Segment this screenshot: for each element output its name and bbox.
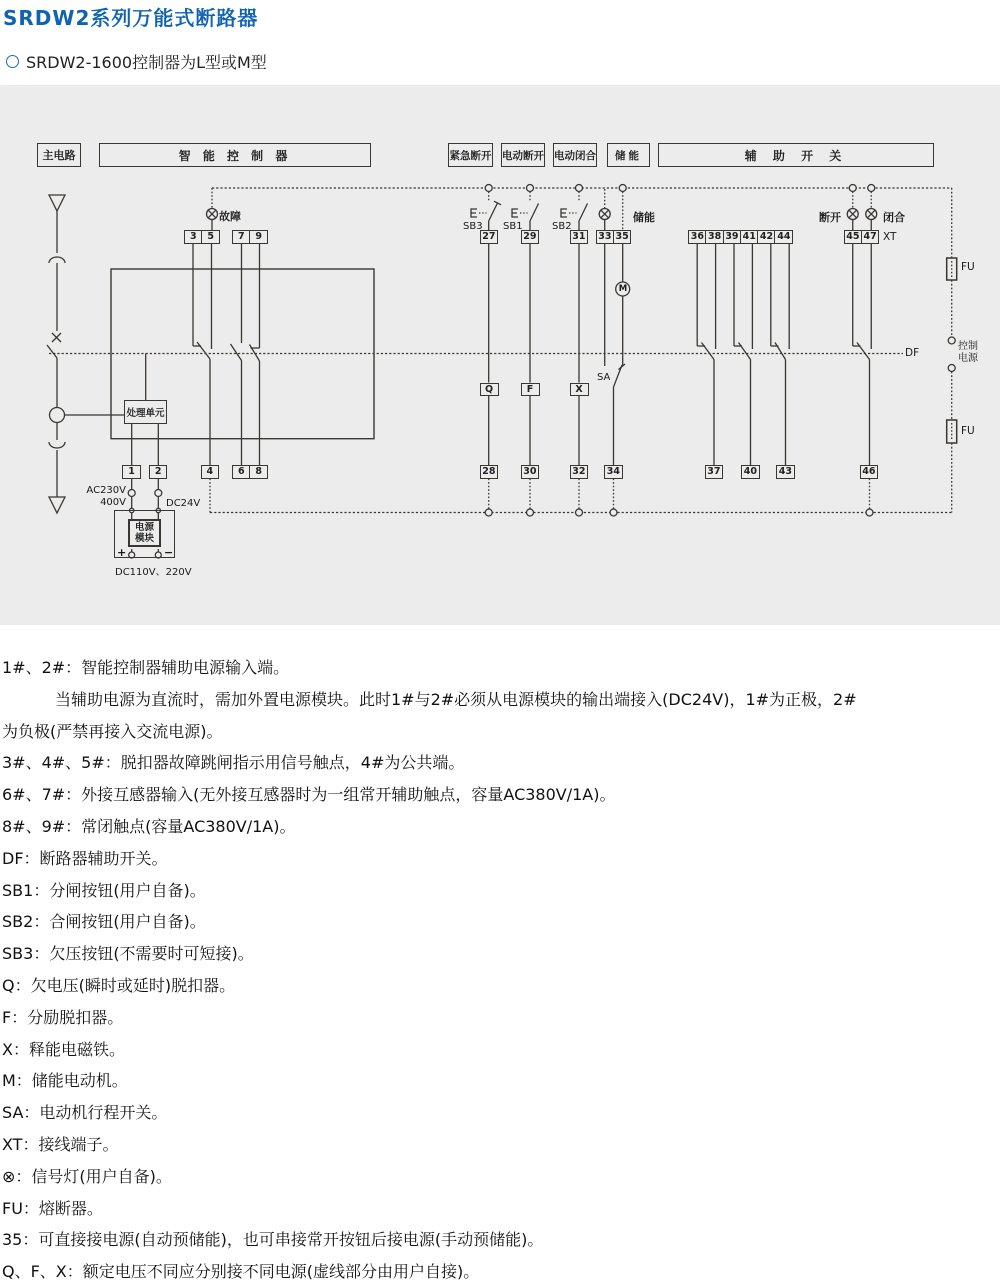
terminal-45: 45 xyxy=(844,230,863,244)
note-line: Q、F、X：额定电压不同应分别接不同电源(虚线部分由用户自接)。 xyxy=(2,1262,480,1282)
ac-voltage-line1: AC230V xyxy=(86,485,126,496)
terminal-33: 33 xyxy=(596,230,615,244)
terminal-9: 9 xyxy=(249,230,268,244)
note-line: X：释能电磁铁。 xyxy=(2,1039,125,1059)
contact-7-6 xyxy=(231,244,242,466)
terminal-6: 6 xyxy=(232,465,251,479)
fault-lamp-branch xyxy=(207,188,218,230)
closing-electromagnet-x: X xyxy=(570,383,589,397)
terminal-46: 46 xyxy=(860,465,879,479)
xt-label: XT xyxy=(883,231,897,243)
terminal-30: 30 xyxy=(521,465,540,479)
control-power-line2: 电源 xyxy=(958,352,978,364)
minus-sign: − xyxy=(164,546,174,559)
terminal-42: 42 xyxy=(757,230,776,244)
ac-voltage-line2: 400V xyxy=(100,496,126,508)
note-line: ⊗：信号灯(用户自备)。 xyxy=(2,1166,172,1186)
aux-contact-42-44-43 xyxy=(771,244,789,466)
note-line: XT：接线端子。 xyxy=(2,1134,119,1154)
header-motor-close: 电动闭合 xyxy=(553,143,597,167)
header-charge: 储能 xyxy=(607,143,650,167)
header-controller: 智 能 控 制 器 xyxy=(99,143,371,167)
terminal-pair-45-47 xyxy=(844,230,880,244)
terminal-3: 3 xyxy=(184,230,203,244)
note-line: FU：熔断器。 xyxy=(2,1198,103,1218)
note-line: 35：可直接接电源(自动预储能)，也可串接常开按钮后接电源(手动预储能)。 xyxy=(2,1230,544,1250)
pushbutton-actuator-icon xyxy=(471,209,477,217)
terminal-41: 41 xyxy=(740,230,759,244)
note-line: 为负极(严禁再接入交流电源)。 xyxy=(2,721,223,741)
header-emergency-open: 紧急断开 xyxy=(448,143,493,167)
open-lamp-label: 断开 xyxy=(819,211,841,224)
terminal-5: 5 xyxy=(201,230,220,244)
breaker-blade-icon xyxy=(47,345,57,358)
plus-sign: + xyxy=(117,546,127,559)
processing-unit-box: 处理单元 xyxy=(124,400,167,424)
terminal-39: 39 xyxy=(723,230,742,244)
note-line: DF：断路器辅助开关。 xyxy=(2,848,168,868)
close-lamp-label: 闭合 xyxy=(883,211,905,224)
motor-sa-branch xyxy=(605,244,630,466)
legend-notes xyxy=(2,652,998,1288)
motor-letter: M xyxy=(618,284,628,294)
terminal-27: 27 xyxy=(480,230,499,244)
note-line: SB2：合闸按钮(用户自备)。 xyxy=(2,912,206,932)
note-line: 1#、2#：智能控制器辅助电源输入端。 xyxy=(2,658,290,677)
subtitle-text: SRDW2-1600控制器为L型或M型 xyxy=(26,53,267,72)
power-module-box xyxy=(128,519,161,547)
dc110v-label: DC110V、220V xyxy=(115,567,192,578)
note-line: 8#、9#：常闭触点(容量AC380V/1A)。 xyxy=(2,816,296,836)
subtitle xyxy=(6,50,267,73)
bottom-user-rail xyxy=(210,479,952,517)
terminal-35: 35 xyxy=(613,230,632,244)
pushbutton-actuator-icon xyxy=(561,209,567,217)
terminal-strip-36-44 xyxy=(688,230,793,244)
header-aux-switch: 辅 助 开 关 xyxy=(658,143,934,167)
terminal-44: 44 xyxy=(774,230,793,244)
note-line: F：分励脱扣器。 xyxy=(2,1007,124,1027)
fu-label-top: FU xyxy=(961,261,975,273)
terminal-36: 36 xyxy=(688,230,707,244)
note-line: 6#、7#：外接互感器输入(无外接互感器时为一组常开辅助触点，容量AC380V/1A)。 xyxy=(2,785,616,805)
fault-label: 故障 xyxy=(219,210,241,223)
charge-label: 储能 xyxy=(633,211,655,224)
fu-label-bottom: FU xyxy=(961,425,975,437)
control-power-label xyxy=(958,341,978,364)
plugin-contact-upper-icon xyxy=(49,257,65,263)
note-line: 3#、4#、5#：脱扣器故障跳闸指示用信号触点，4#为公共端。 xyxy=(2,753,465,773)
note-line: SB1：分闸按钮(用户自备)。 xyxy=(2,880,206,900)
terminal-4: 4 xyxy=(201,465,220,479)
terminal-29: 29 xyxy=(521,230,540,244)
note-line: Q：欠电压(瞬时或延时)脱扣器。 xyxy=(2,975,236,995)
drawout-arrow-bottom-icon xyxy=(49,497,65,513)
terminal-34: 34 xyxy=(604,465,623,479)
contact-9-8 xyxy=(250,244,260,466)
note-line: SB3：欠压按钮(不需要时可短接)。 xyxy=(2,944,254,964)
note-line: SA：电动机行程开关。 xyxy=(2,1103,168,1123)
terminal-28: 28 xyxy=(480,465,499,479)
charge-lamp-branch xyxy=(599,185,626,231)
terminal-43: 43 xyxy=(776,465,795,479)
terminal-37: 37 xyxy=(705,465,724,479)
power-module-line2: 模块 xyxy=(134,533,154,544)
terminal-38: 38 xyxy=(705,230,724,244)
df-label: DF xyxy=(905,347,920,359)
sa-label: SA xyxy=(597,372,611,383)
terminal-40: 40 xyxy=(741,465,760,479)
qfx-branches xyxy=(489,244,579,466)
terminal-2: 2 xyxy=(149,465,168,479)
plugin-contact-lower-icon xyxy=(49,442,65,448)
terminal-31: 31 xyxy=(570,230,589,244)
terminal-pair-3-5 xyxy=(184,230,220,244)
terminal-pair-33-35 xyxy=(596,230,632,244)
sb2-label: SB2 xyxy=(552,221,572,232)
control-power-line1: 控制 xyxy=(958,341,978,352)
pushbutton-actuator-icon xyxy=(512,209,518,217)
ac-voltage-label xyxy=(76,485,126,508)
dc24v-label: DC24V xyxy=(166,498,201,509)
terminal-47: 47 xyxy=(861,230,880,244)
aux-contact-36-38-37 xyxy=(697,244,715,466)
page-title: SRDW2系列万能式断路器 xyxy=(3,6,259,30)
terminal-32: 32 xyxy=(570,465,589,479)
power-module-line1: 电源 xyxy=(134,522,154,533)
header-motor-open: 电动断开 xyxy=(501,143,545,167)
undervoltage-release-q: Q xyxy=(480,383,499,397)
terminal-7: 7 xyxy=(232,230,251,244)
drawout-arrow-top-icon xyxy=(49,195,65,211)
note-line: M：储能电动机。 xyxy=(2,1071,128,1091)
circle-bullet-icon xyxy=(6,55,19,68)
aux-contact-39-41-40 xyxy=(734,244,752,466)
terminal-pair-6-8 xyxy=(232,465,268,479)
sb3-label: SB3 xyxy=(463,221,483,232)
terminal-pair-7-9 xyxy=(232,230,268,244)
current-transformer-icon xyxy=(50,408,65,423)
note-line: 当辅助电源为直流时，需加外置电源模块。此时1#与2#必须从电源模块的输出端接入(DC24V)，1#为正极，2# xyxy=(55,689,857,709)
control-power-riser xyxy=(947,188,957,513)
contact-3-5 xyxy=(193,244,212,466)
terminal-1: 1 xyxy=(122,465,141,479)
aux-contact-45-47-46 xyxy=(847,185,877,466)
sb1-label: SB1 xyxy=(503,221,523,232)
shunt-release-f: F xyxy=(521,383,540,397)
terminal-8: 8 xyxy=(249,465,268,479)
header-main-circuit: 主电路 xyxy=(37,143,81,167)
